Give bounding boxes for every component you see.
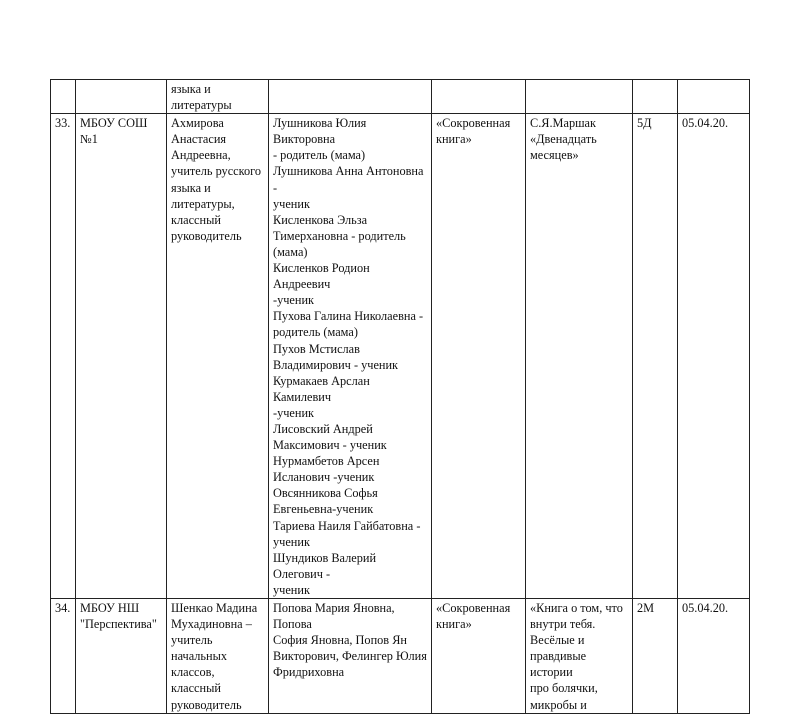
cell-book xyxy=(526,80,633,114)
table-row xyxy=(51,599,750,714)
cell-school: МБОУ НШ "Перспектива" xyxy=(76,599,167,714)
table-row xyxy=(51,80,750,114)
cell-date: 05.04.20. xyxy=(678,599,750,714)
cell-project xyxy=(432,80,526,114)
cell-project: «Сокровенная книга» xyxy=(432,114,526,599)
cell-class xyxy=(633,80,678,114)
cell-book: С.Я.Маршак «Двенадцать месяцев» xyxy=(526,114,633,599)
cell-teacher: языка и литературы xyxy=(167,80,269,114)
cell-school xyxy=(76,80,167,114)
cell-teacher: Шенкао Мадина Мухадиновна – учитель начальных классов, классный руководитель xyxy=(167,599,269,714)
cell-project: «Сокровенная книга» xyxy=(432,599,526,714)
cell-num: 34. xyxy=(51,599,76,714)
cell-date: 05.04.20. xyxy=(678,114,750,599)
cell-participants: Лушникова Юлия Викторовна - родитель (мама) Лушникова Анна Антоновна - ученик Кисленкова Эльза Тимерхановна - родитель (мама) Кисленков Родион Андреевич -ученик Пухова Галина Николаевна - родитель (мама) Пухов Мстислав Владимирович - ученик Курмакаев Арслан Камилевич -ученик Лисовский Андрей Максимович - ученик Нурмамбетов Арсен Исланович -ученик Овсянникова Софья Евгеньевна-ученик Тариева Наиля Гайбатовна - ученик Шундиков Валерий Олегович - ученик xyxy=(269,114,432,599)
table-row xyxy=(51,114,750,599)
cell-book: «Книга о том, что внутри тебя. Весёлые и правдивые истории про болячки, микробы и xyxy=(526,599,633,714)
cell-school: МБОУ СОШ №1 xyxy=(76,114,167,599)
cell-participants xyxy=(269,80,432,114)
cell-class: 5Д xyxy=(633,114,678,599)
cell-class: 2М xyxy=(633,599,678,714)
cell-date xyxy=(678,80,750,114)
cell-num xyxy=(51,80,76,114)
cell-teacher: Ахмирова Анастасия Андреевна, учитель русского языка и литературы, классный руководитель xyxy=(167,114,269,599)
cell-num: 33. xyxy=(51,114,76,599)
document-table xyxy=(50,79,750,714)
cell-participants: Попова Мария Яновна, Попова София Яновна, Попов Ян Викторович, Фелингер Юлия Фридриховна xyxy=(269,599,432,714)
